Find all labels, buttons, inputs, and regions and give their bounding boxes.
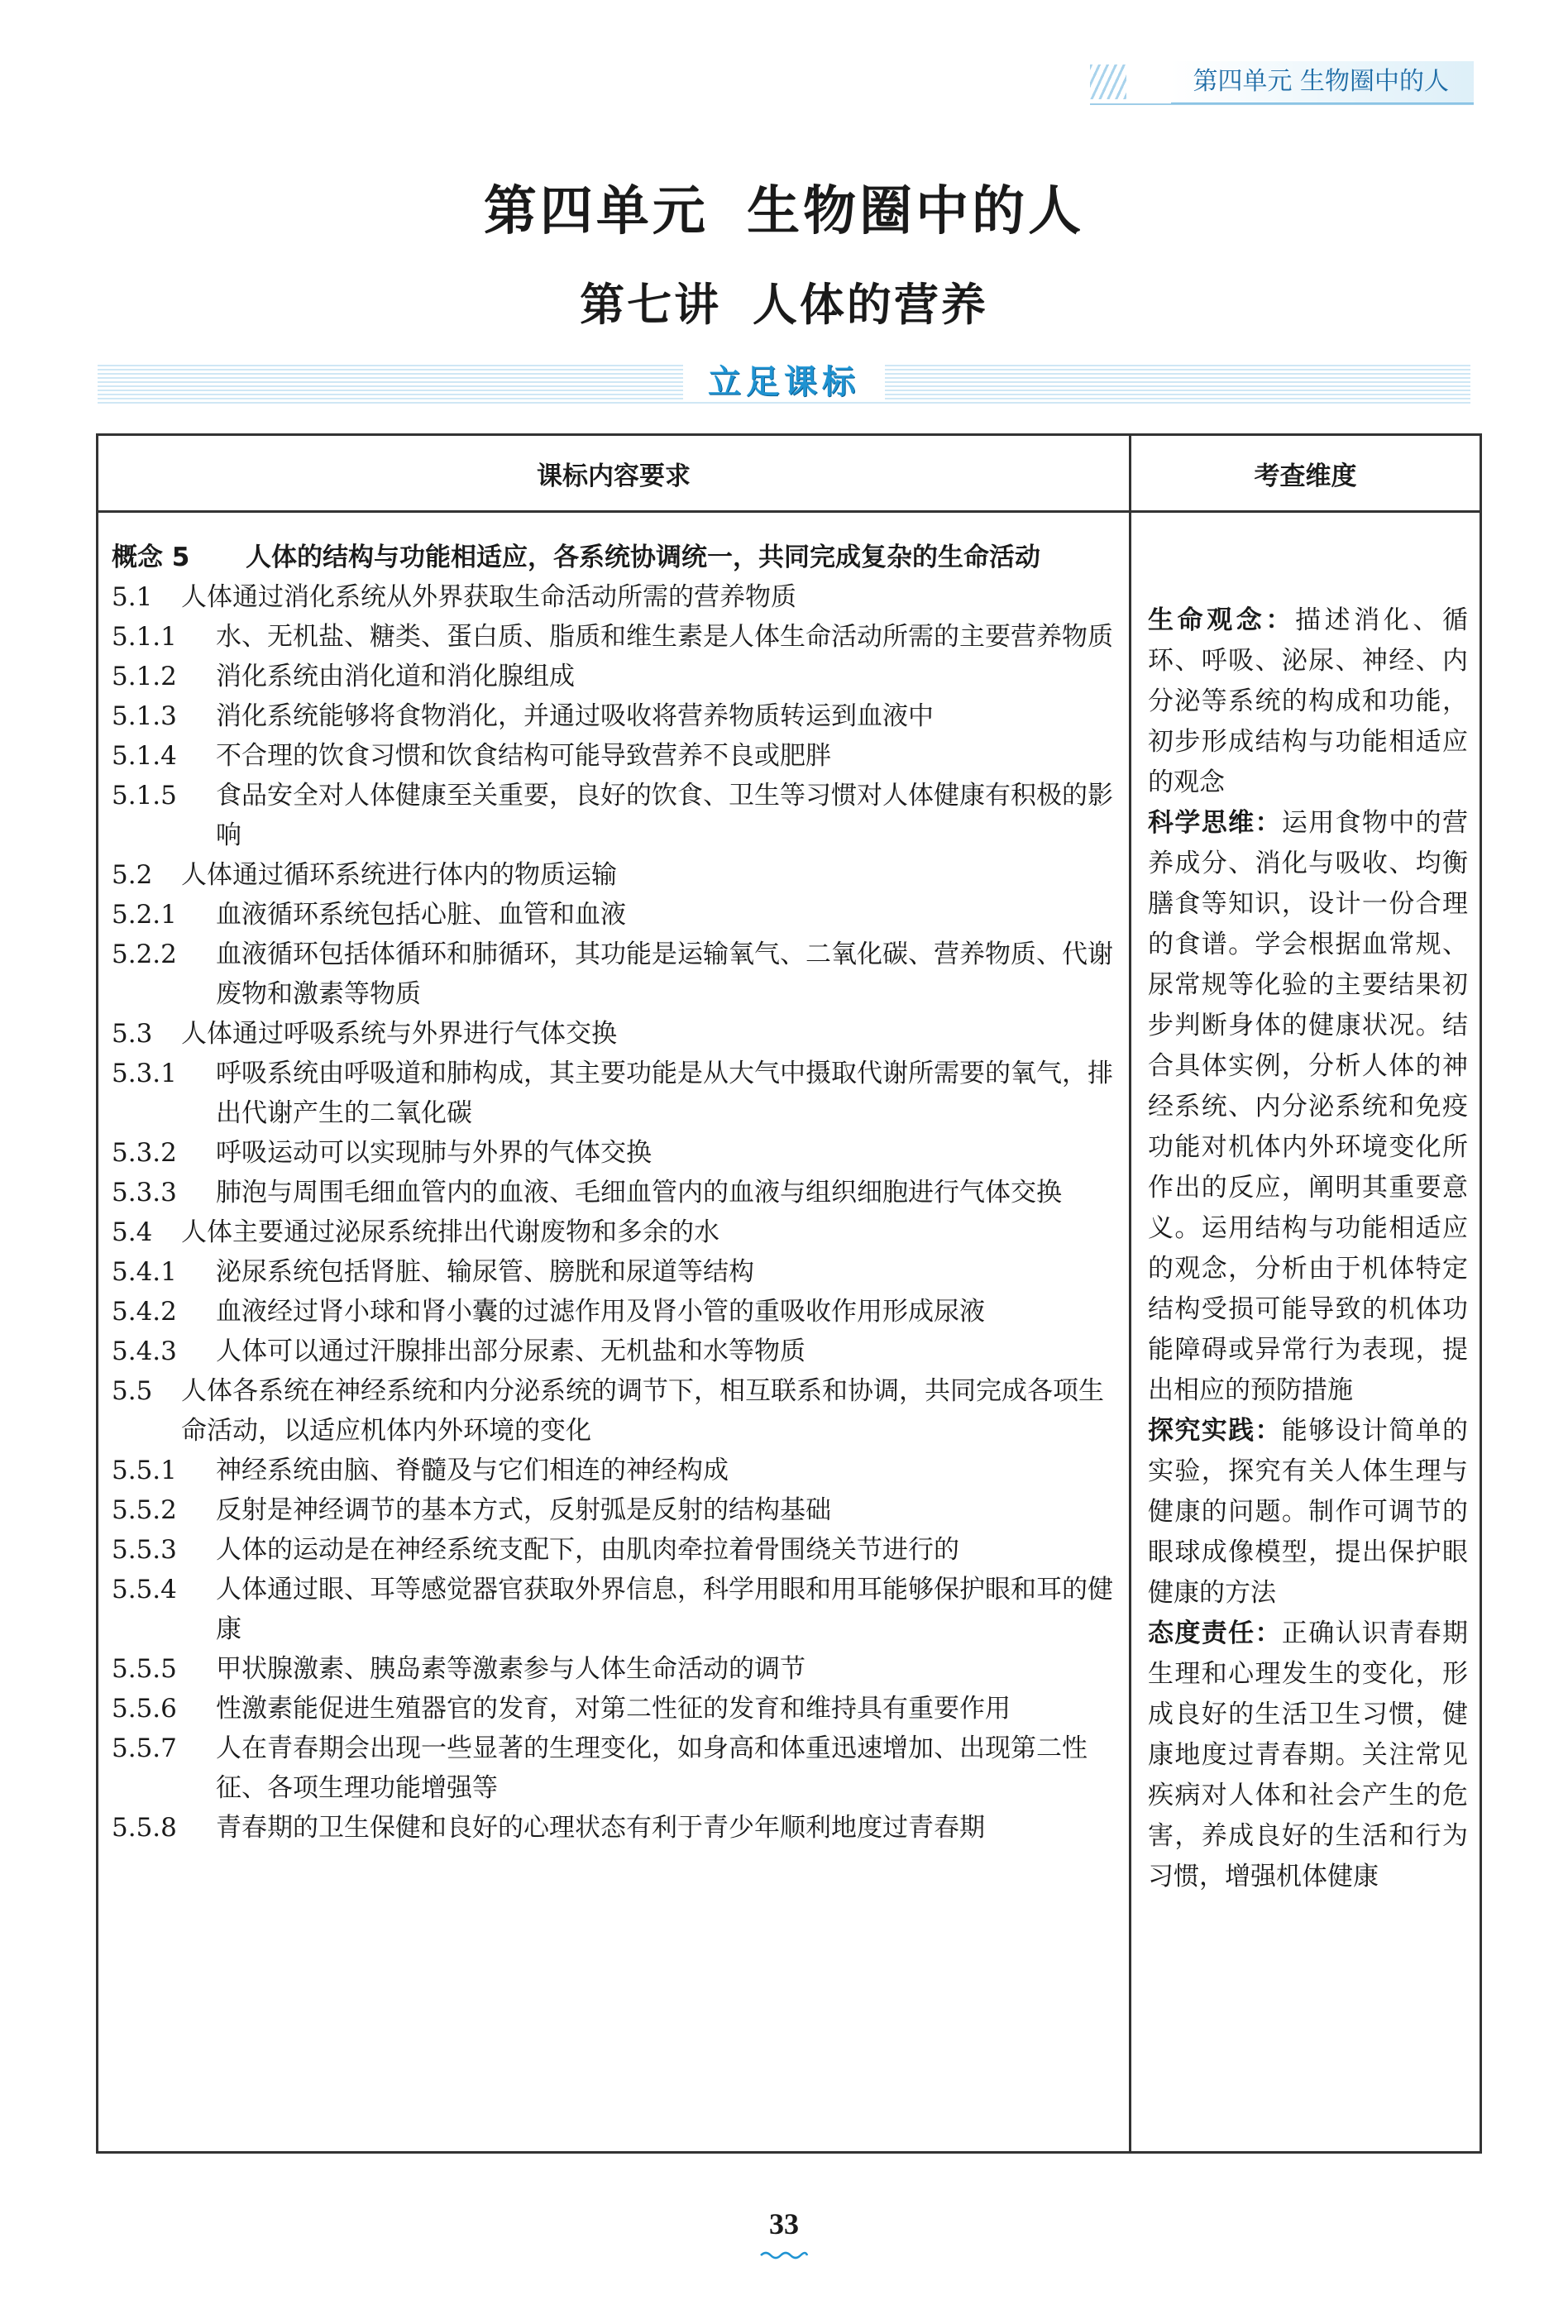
requirement-item xyxy=(112,935,1114,1014)
requirement-text: 性激素能促进生殖器官的发育，对第二性征的发育和维持具有重要作用 xyxy=(216,1694,1011,1724)
requirement-text: 人在青春期会出现一些显著的生理变化，如身高和体重迅速增加、出现第二性征、各项生理功能增强等 xyxy=(216,1733,1088,1803)
requirement-number: 5.2.1 xyxy=(112,900,177,930)
dimensions-list xyxy=(1148,600,1468,1897)
requirement-number: 5.4.1 xyxy=(112,1257,177,1287)
running-header: 第四单元 生物圈中的人 xyxy=(1171,61,1474,105)
concept-heading xyxy=(112,538,1114,577)
requirement-text: 人体通过眼、耳等感觉器官获取外界信息，科学用眼和用耳能够保护眼和耳的健康 xyxy=(216,1575,1113,1644)
requirement-item xyxy=(112,1332,1114,1371)
requirement-item xyxy=(112,1252,1114,1292)
concept-text: 人体的结构与功能相适应，各系统协调统一，共同完成复杂的生命活动 xyxy=(246,543,1040,572)
requirement-number: 5.1.5 xyxy=(112,781,177,811)
requirement-text: 人体通过消化系统从外界获取生命活动所需的营养物质 xyxy=(181,582,796,612)
requirement-number: 5.2.2 xyxy=(112,940,177,969)
header-content-requirements: 课标内容要求 xyxy=(98,435,1131,512)
requirement-item xyxy=(112,1649,1114,1689)
page-number-wave-decoration xyxy=(759,2250,809,2261)
dimension-item xyxy=(1148,600,1468,803)
requirement-text: 人体可以通过汗腺排出部分尿素、无机盐和水等物质 xyxy=(216,1337,806,1366)
dimension-name: 态度责任： xyxy=(1148,1619,1282,1648)
requirement-item xyxy=(112,577,1114,617)
requirement-item xyxy=(112,1808,1114,1848)
requirement-number: 5.5 xyxy=(112,1376,153,1406)
requirement-number: 5.5.1 xyxy=(112,1456,177,1485)
dimension-name: 科学思维： xyxy=(1148,808,1282,838)
requirement-item xyxy=(112,855,1114,895)
dimension-name: 探究实践： xyxy=(1148,1416,1282,1446)
requirement-text: 人体通过呼吸系统与外界进行气体交换 xyxy=(181,1019,617,1049)
requirement-item xyxy=(112,736,1114,776)
requirement-text: 神经系统由脑、脊髓及与它们相连的神经构成 xyxy=(216,1456,729,1485)
requirement-item xyxy=(112,895,1114,935)
requirement-number: 5.1.2 xyxy=(112,662,177,691)
requirement-text: 泌尿系统包括肾脏、输尿管、膀胱和尿道等结构 xyxy=(216,1257,754,1287)
requirement-item xyxy=(112,696,1114,736)
requirement-number: 5.5.7 xyxy=(112,1733,177,1763)
dimensions-cell xyxy=(1131,512,1481,2153)
dimension-text: 能够设计简单的实验，探究有关人体生理与健康的问题。制作可调节的眼球成像模型，提出保护眼健康的方法 xyxy=(1148,1416,1469,1608)
requirement-item xyxy=(112,657,1114,696)
requirement-text: 反射是神经调节的基本方式，反射弧是反射的结构基础 xyxy=(216,1495,831,1525)
requirement-item xyxy=(112,1689,1114,1729)
requirement-number: 5.4 xyxy=(112,1217,153,1247)
requirement-number: 5.3 xyxy=(112,1019,153,1049)
requirement-item xyxy=(112,617,1114,657)
requirement-text: 人体主要通过泌尿系统排出代谢废物和多余的水 xyxy=(181,1217,719,1247)
requirement-item xyxy=(112,1490,1114,1530)
requirement-number: 5.5.6 xyxy=(112,1694,177,1724)
requirements-list xyxy=(112,577,1114,1848)
requirement-item xyxy=(112,1014,1114,1054)
lecture-title: 第七讲 人体的营养 xyxy=(580,278,988,331)
requirement-number: 5.1 xyxy=(112,582,153,612)
requirement-text: 消化系统由消化道和消化腺组成 xyxy=(216,662,575,691)
requirement-item xyxy=(112,1212,1114,1252)
requirement-item xyxy=(112,1451,1114,1490)
requirement-number: 5.3.3 xyxy=(112,1178,177,1207)
requirement-number: 5.5.8 xyxy=(112,1813,177,1843)
table-body-row xyxy=(98,512,1481,2153)
dimension-text: 运用食物中的营养成分、消化与吸收、均衡膳食等知识，设计一份合理的食谱。学会根据血常规、尿常规等化验的主要结果初步判断身体的健康状况。结合具体实例，分析人体的神经系统、内分泌系统和免疫功能对机体内外环境变化所作出的反应，阐明其重要意义。运用结构与功能相适应的观念，分析由于机体特定结构受损可能导致的机体功能障碍或异常行为表现，提出相应的预防措施 xyxy=(1148,808,1469,1405)
requirement-item xyxy=(112,776,1114,855)
requirement-text: 呼吸系统由呼吸道和肺构成，其主要功能是从大气中摄取代谢所需要的氧气，排出代谢产生的二氧化碳 xyxy=(216,1059,1113,1128)
requirement-number: 5.3.1 xyxy=(112,1059,177,1088)
section-banner-label: 立足课标 xyxy=(683,362,885,402)
requirement-number: 5.4.2 xyxy=(112,1297,177,1327)
requirements-cell xyxy=(98,512,1131,2153)
unit-title: 第四单元 生物圈中的人 xyxy=(483,180,1085,242)
requirement-item xyxy=(112,1133,1114,1173)
requirement-text: 呼吸运动可以实现肺与外界的气体交换 xyxy=(216,1138,652,1168)
requirement-text: 人体通过循环系统进行体内的物质运输 xyxy=(181,860,617,890)
curriculum-standards-table xyxy=(96,433,1482,2154)
requirement-text: 血液循环包括体循环和肺循环，其功能是运输氧气、二氧化碳、营养物质、代谢废物和激素等物质 xyxy=(216,940,1113,1009)
requirement-text: 人体各系统在神经系统和内分泌系统的调节下，相互联系和协调，共同完成各项生命活动，以适应机体内外环境的变化 xyxy=(181,1376,1104,1446)
requirement-item xyxy=(112,1729,1114,1808)
dimension-text: 正确认识青春期生理和心理发生的变化，形成良好的生活卫生习惯，健康地度过青春期。关注常见疾病对人体和社会产生的危害，养成良好的生活和行为习惯，增强机体健康 xyxy=(1148,1619,1469,1891)
requirement-text: 青春期的卫生保健和良好的心理状态有利于青少年顺利地度过青春期 xyxy=(216,1813,985,1843)
requirement-text: 血液循环系统包括心脏、血管和血液 xyxy=(216,900,626,930)
header-underline xyxy=(1090,103,1474,105)
requirement-number: 5.1.4 xyxy=(112,741,177,771)
dimension-name: 生命观念： xyxy=(1148,605,1295,635)
dimension-text: 描述消化、循环、呼吸、泌尿、神经、内分泌等系统的构成和功能，初步形成结构与功能相适应的观念 xyxy=(1148,605,1468,797)
header-assessment-dimensions: 考查维度 xyxy=(1131,435,1481,512)
requirement-number: 5.2 xyxy=(112,860,153,890)
dimension-item xyxy=(1148,1411,1468,1614)
section-banner xyxy=(98,362,1470,404)
requirement-text: 消化系统能够将食物消化，并通过吸收将营养物质转运到血液中 xyxy=(216,701,934,731)
requirement-text: 肺泡与周围毛细血管内的血液、毛细血管内的血液与组织细胞进行气体交换 xyxy=(216,1178,1062,1207)
page-number: 33 xyxy=(769,2207,799,2240)
requirement-number: 5.1.1 xyxy=(112,622,177,652)
requirement-text: 水、无机盐、糖类、蛋白质、脂质和维生素是人体生命活动所需的主要营养物质 xyxy=(216,622,1113,652)
requirement-number: 5.5.2 xyxy=(112,1495,177,1525)
dimension-item xyxy=(1148,803,1468,1411)
requirement-item xyxy=(112,1054,1114,1133)
requirement-text: 血液经过肾小球和肾小囊的过滤作用及肾小管的重吸收作用形成尿液 xyxy=(216,1297,985,1327)
requirement-number: 5.3.2 xyxy=(112,1138,177,1168)
requirement-number: 5.5.3 xyxy=(112,1535,177,1565)
requirement-item xyxy=(112,1530,1114,1570)
requirement-item xyxy=(112,1173,1114,1212)
concept-label: 概念 5 xyxy=(112,543,190,572)
header-decoration-stripes xyxy=(1090,65,1126,99)
requirement-item xyxy=(112,1371,1114,1451)
requirement-number: 5.4.3 xyxy=(112,1337,177,1366)
requirement-item xyxy=(112,1570,1114,1649)
requirement-number: 5.5.4 xyxy=(112,1575,177,1604)
requirement-text: 不合理的饮食习惯和饮食结构可能导致营养不良或肥胖 xyxy=(216,741,831,771)
requirement-number: 5.1.3 xyxy=(112,701,177,731)
requirement-text: 食品安全对人体健康至关重要，良好的饮食、卫生等习惯对人体健康有积极的影响 xyxy=(216,781,1113,850)
requirement-item xyxy=(112,1292,1114,1332)
requirement-text: 甲状腺激素、胰岛素等激素参与人体生命活动的调节 xyxy=(216,1654,806,1684)
requirement-number: 5.5.5 xyxy=(112,1654,177,1684)
dimension-item xyxy=(1148,1614,1468,1897)
table-header-row xyxy=(98,435,1481,512)
requirement-text: 人体的运动是在神经系统支配下，由肌肉牵拉着骨围绕关节进行的 xyxy=(216,1535,959,1565)
